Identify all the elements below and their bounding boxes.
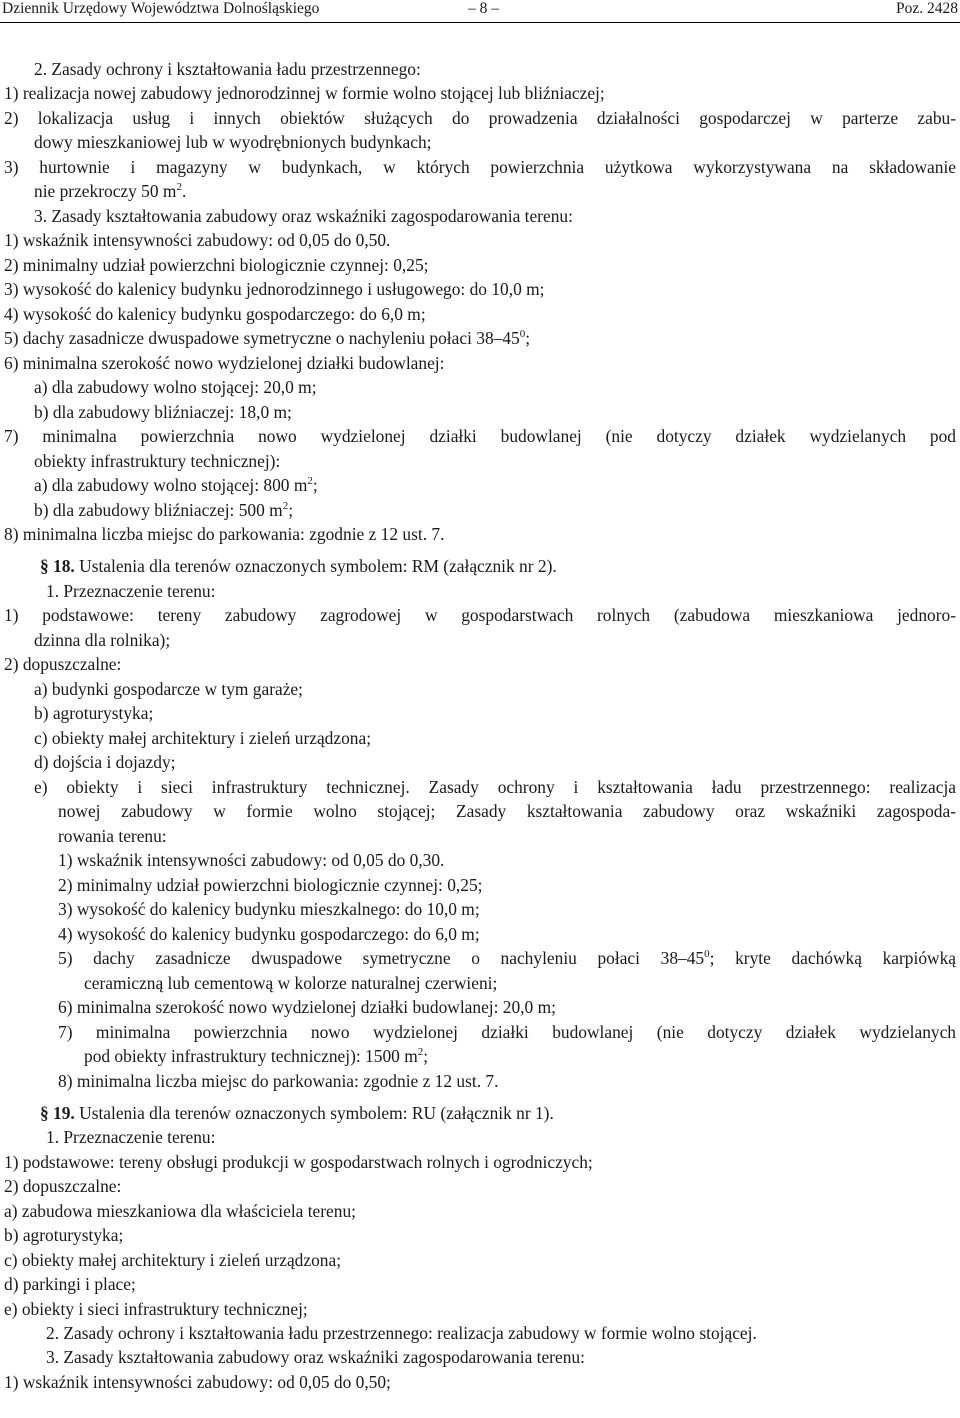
position-number: Poz. 2428 [896,0,958,17]
text-line [34,474,956,496]
line-text: 1) wskaźnik intensywności zabudowy: od 0,05 do 0,50. [4,230,391,250]
text-line [58,1070,956,1092]
line-text: d) parkingi i place; [4,1274,136,1294]
line-text-tail: ; kryte dachówką karpiówką [709,948,957,968]
text-line [58,898,956,920]
line-text: 1) wskaźnik intensywności zabudowy: od 0,05 do 0,50; [4,1372,391,1392]
line-text: nowej zabudowy w formie wolno stojącej; Zasady kształtowania zabudowy oraz wskaźniki zagospoda- [58,801,956,821]
line-text: 4) wysokość do kalenicy budynku gospodarczego: do 6,0 m; [58,924,480,944]
text-line [4,523,956,545]
line-text: 3) wysokość do kalenicy budynku mieszkalnego: do 10,0 m; [58,899,480,919]
superscript: 2 [417,1046,424,1059]
text-line [58,849,956,871]
line-text: 5) dachy zasadnicze dwuspadowe symetryczne o nachyleniu połaci 38–45 [58,948,705,968]
line-text: nie przekroczy 50 m [34,181,177,201]
text-line [40,1102,956,1124]
text-line [4,1224,956,1246]
line-text: 1. Przeznaczenie terenu: [46,1127,216,1147]
line-text: a) dla zabudowy wolno stojącej: 800 m [34,475,308,495]
text-line [34,205,956,227]
line-text: 2) minimalny udział powierzchni biologicznie czynnej: 0,25; [4,255,429,275]
line-text: 7) minimalna powierzchnia nowo wydzielonej działki budowlanej (nie dotyczy działek wydzielanych [58,1022,956,1042]
text-line [34,58,956,80]
line-text: obiekty infrastruktury technicznej): [34,451,281,471]
text-line [4,1273,956,1295]
line-text: 2) dopuszczalne: [4,1176,122,1196]
line-text: a) zabudowa mieszkaniowa dla właściciela terenu; [4,1201,356,1221]
line-text: pod obiekty infrastruktury technicznej): 1500 m [84,1046,418,1066]
line-text: 3. Zasady kształtowania zabudowy oraz wskaźniki zagospodarowania terenu: [34,206,573,226]
text-line [4,1249,956,1271]
text-line [4,1151,956,1173]
text-line [40,555,956,577]
line-text-tail: Ustalenia dla terenów oznaczonych symbolem: RU (załącznik nr 1). [74,1103,554,1123]
text-line [34,702,956,724]
line-text: 7) minimalna powierzchnia nowo wydzielonej działki budowlanej (nie dotyczy działek wydzielanych pod [4,426,956,446]
line-text-tail: Ustalenia dla terenów oznaczonych symbolem: RM (załącznik nr 2). [74,556,557,576]
text-line [34,751,956,773]
text-line [4,425,956,447]
line-text: 1) podstawowe: tereny obsługi produkcji w gospodarstwach rolnych i ogrodniczych; [4,1152,593,1172]
text-line [4,604,956,626]
page-number: – 8 – [468,0,499,17]
text-line [4,278,956,300]
text-line [4,1298,956,1320]
line-text: dowy mieszkaniowej lub w wyodrębnionych budynkach; [34,132,432,152]
text-line [4,1200,956,1222]
line-text: 4) wysokość do kalenicy budynku gospodarczego: do 6,0 m; [4,304,426,324]
line-text: 2. Zasady ochrony i kształtowania ładu przestrzennego: realizacja zabudowy w formie wolno stojącej. [46,1323,757,1343]
line-text-tail: ; [525,328,531,348]
text-line [4,303,956,325]
line-text: a) dla zabudowy wolno stojącej: 20,0 m; [34,377,317,397]
text-line [84,1045,956,1067]
page-header [0,0,960,23]
text-line [4,352,956,374]
text-line [34,727,956,749]
line-text: ceramiczną lub cementową w kolorze naturalnej czerwieni; [84,973,498,993]
line-text: 1) podstawowe: tereny zabudowy zagrodowej w gospodarstwach rolnych (zabudowa mieszkaniowa jednoro- [4,605,956,625]
line-text: 6) minimalna szerokość nowo wydzielonej działki budowlanej: [4,353,445,373]
line-text: 1) realizacja nowej zabudowy jednorodzinnej w formie wolno stojącej lub bliźniaczej; [4,83,605,103]
line-text: 3) wysokość do kalenicy budynku jednorodzinnego i usługowego: do 10,0 m; [4,279,545,299]
text-line [46,1126,956,1148]
superscript: 0 [704,948,710,961]
text-line [4,653,956,675]
line-text: d) dojścia i dojazdy; [34,752,176,772]
text-line [58,996,956,1018]
text-line [4,254,956,276]
text-line [34,499,956,521]
text-line [58,800,956,822]
line-text: 1) wskaźnik intensywności zabudowy: od 0,05 do 0,30. [58,850,445,870]
line-text: b) dla zabudowy bliźniaczej: 18,0 m; [34,402,292,422]
section-number: § 18. [40,556,75,576]
line-text: 8) minimalna liczba miejsc do parkowania: zgodnie z 12 ust. 7. [4,524,445,544]
line-text-tail: ; [312,475,318,495]
superscript: 2 [307,475,313,488]
line-text: rowania terenu: [58,826,167,846]
text-line [4,229,956,251]
line-text: 8) minimalna liczba miejsc do parkowania: zgodnie z 12 ust. 7. [58,1071,499,1091]
superscript: 2 [282,500,289,513]
text-line [46,1346,956,1368]
line-text: a) budynki gospodarcze w tym garaże; [34,679,303,699]
line-text: 5) dachy zasadnicze dwuspadowe symetryczne o nachyleniu połaci 38–45 [4,328,520,348]
text-line [46,1322,956,1344]
section-number: § 19. [40,1103,75,1123]
line-text: b) agroturystyka; [34,703,154,723]
line-text-tail: ; [288,500,294,520]
line-text: c) obiekty małej architektury i zieleń urządzona; [4,1250,342,1270]
text-line [4,82,956,104]
text-line [46,580,956,602]
text-line [58,874,956,896]
line-text: 2) dopuszczalne: [4,654,122,674]
text-line [58,825,956,847]
text-line [84,972,956,994]
line-text: b) agroturystyka; [4,1225,124,1245]
line-text: 3) hurtownie i magazyny w budynkach, w których powierzchnia użytkowa wykorzystywana na składowanie [4,157,956,177]
line-text: 2) minimalny udział powierzchni biologicznie czynnej: 0,25; [58,875,483,895]
text-line [4,156,956,178]
text-line [34,131,956,153]
superscript: 0 [519,328,526,341]
line-text: c) obiekty małej architektury i zieleń urządzona; [34,728,372,748]
line-text: 2) lokalizacja usług i innych obiektów służących do prowadzenia działalności gospodarczej w parterze zabu- [4,108,956,128]
text-line [58,923,956,945]
text-line [58,947,956,969]
text-line [4,327,956,349]
text-line [34,776,956,798]
line-text-tail: . [181,181,187,201]
text-line [34,629,956,651]
line-text: dzinna dla rolnika); [34,630,171,650]
line-text: 6) minimalna szerokość nowo wydzielonej działki budowlanej: 20,0 m; [58,997,556,1017]
text-line [34,376,956,398]
superscript: 2 [176,181,182,194]
text-line [34,401,956,423]
journal-title: Dziennik Urzędowy Województwa Dolnośląskiego [2,0,320,17]
line-text: 2. Zasady ochrony i kształtowania ładu przestrzennego: [34,59,421,79]
text-line [34,678,956,700]
text-line [34,180,956,202]
line-text: 3. Zasady kształtowania zabudowy oraz wskaźniki zagospodarowania terenu: [46,1347,585,1367]
line-text: b) dla zabudowy bliźniaczej: 500 m [34,500,283,520]
line-text-tail: ; [423,1046,429,1066]
line-text: e) obiekty i sieci infrastruktury technicznej. Zasady ochrony i kształtowania ładu przestrzennego: realizacja [34,777,956,797]
text-line [4,1175,956,1197]
line-text: e) obiekty i sieci infrastruktury technicznej; [4,1299,308,1319]
text-line [58,1021,956,1043]
text-line [34,450,956,472]
text-line [4,107,956,129]
text-line [4,1371,956,1393]
line-text: 1. Przeznaczenie terenu: [46,581,216,601]
